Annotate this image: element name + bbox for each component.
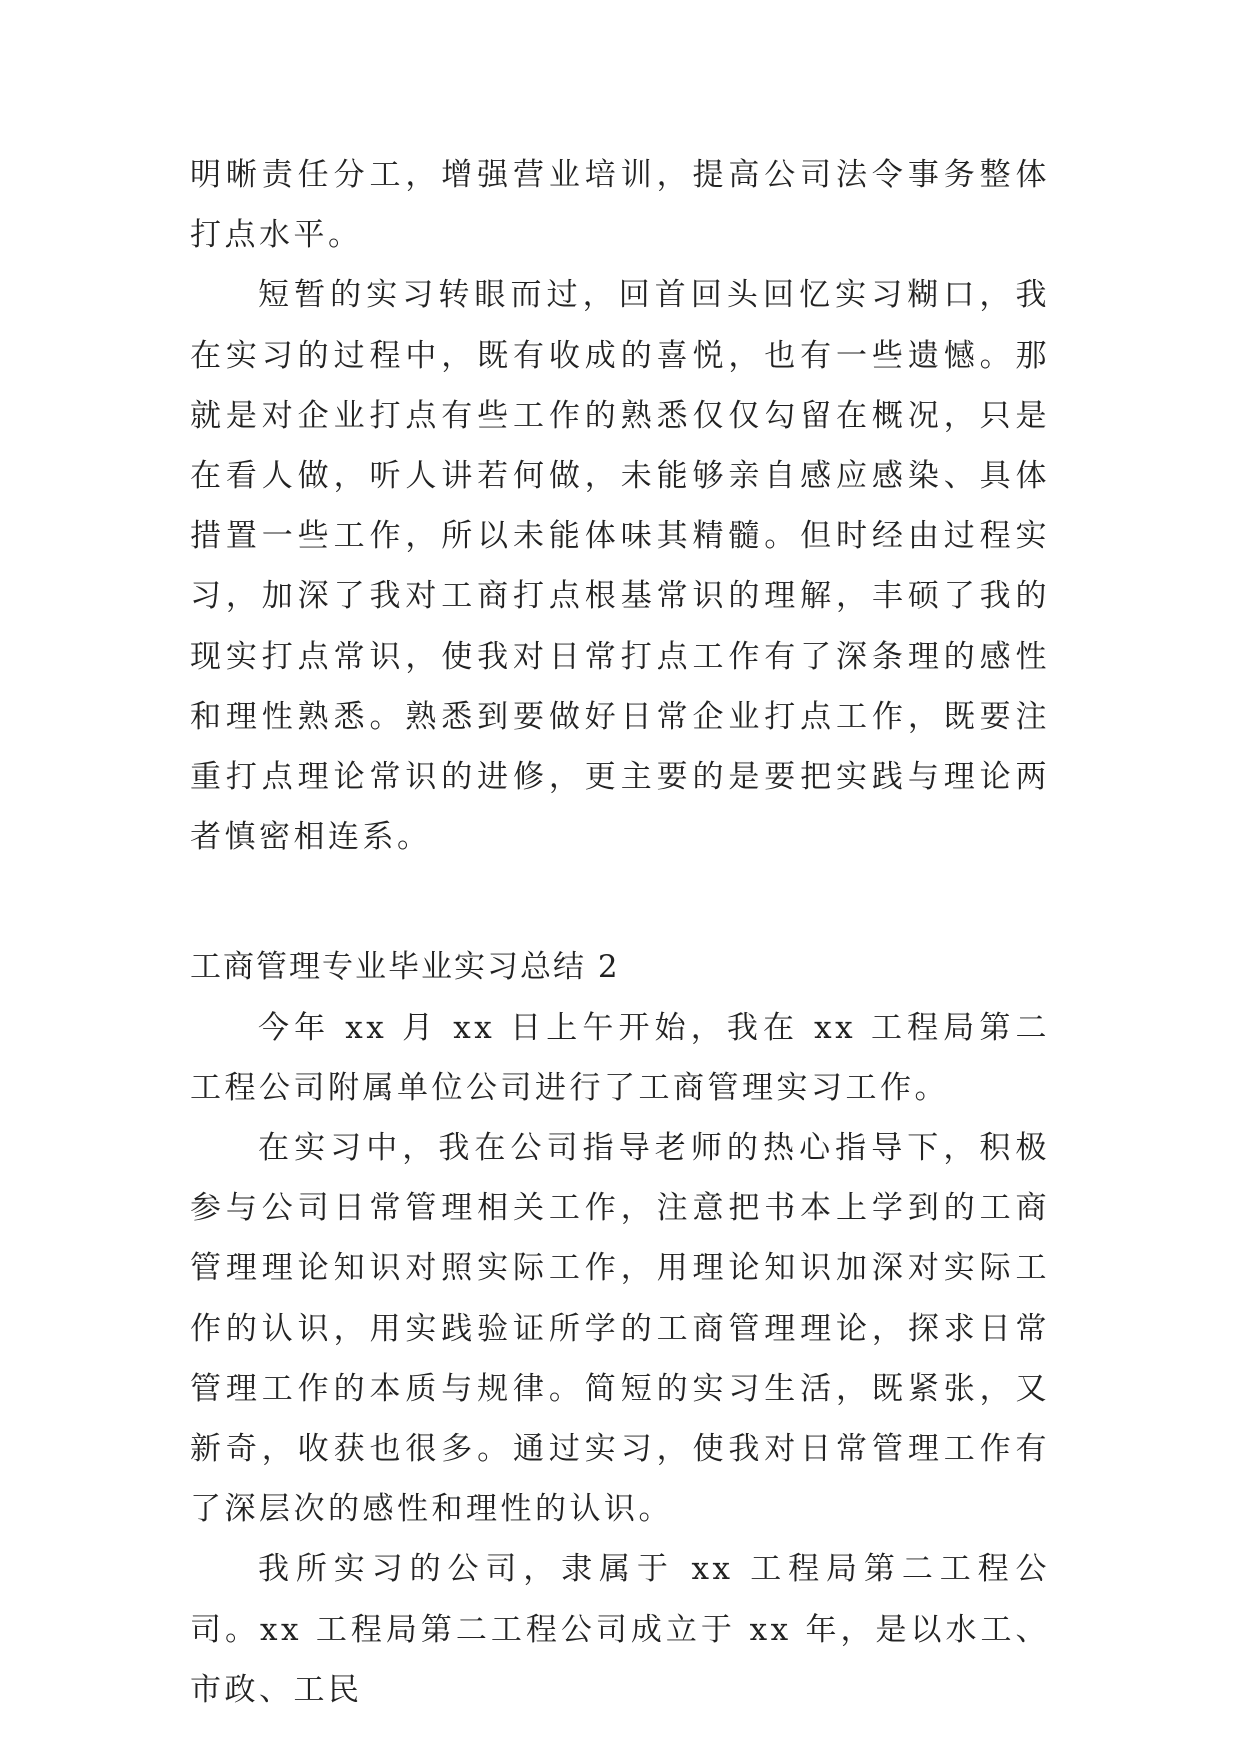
paragraph-2: 短暂的实习转眼而过，回首回头回忆实习糊口，我在实习的过程中，既有收成的喜悦，也有一些遗憾。那就是对企业打点有些工作的熟悉仅仅勾留在概况，只是在看人做，听人讲若何做，未能够亲自感应感染、具体措置一些工作，所以未能体味其精髓。但时经由过程实习，加深了我对工商打点根基常识的理解，丰硕了我的现实打点常识，使我对日常打点工作有了深条理的感性和理性熟悉。熟悉到要做好日常企业打点工作，既要注重打点理论常识的进修，更主要的是要把实践与理论两者慎密相连系。 [190, 277, 1050, 856]
document-body [190, 145, 1050, 1720]
paragraph-3: 今年 xx 月 xx 日上午开始，我在 xx 工程局第二工程公司附属单位公司进行了工商管理实习工作。 [190, 1009, 1050, 1106]
paragraph-4: 在实习中，我在公司指导老师的热心指导下，积极参与公司日常管理相关工作，注意把书本上学到的工商管理理论知识对照实际工作，用理论知识加深对实际工作的认识，用实践验证所学的工商管理理论，探求日常管理工作的本质与规律。简短的实习生活，既紧张，又新奇，收获也很多。通过实习，使我对日常管理工作有了深层次的感性和理性的认识。 [190, 1130, 1050, 1528]
paragraph-1: 明晰责任分工，增强营业培训，提高公司法令事务整体打点水平。 [190, 157, 1050, 254]
section-title: 工商管理专业毕业实习总结 2 [190, 949, 620, 986]
paragraph-5: 我所实习的公司，隶属于 xx 工程局第二工程公司。xx 工程局第二工程公司成立于 xx 年，是以水工、市政、工民 [190, 1551, 1050, 1708]
section-spacer [190, 867, 1050, 937]
